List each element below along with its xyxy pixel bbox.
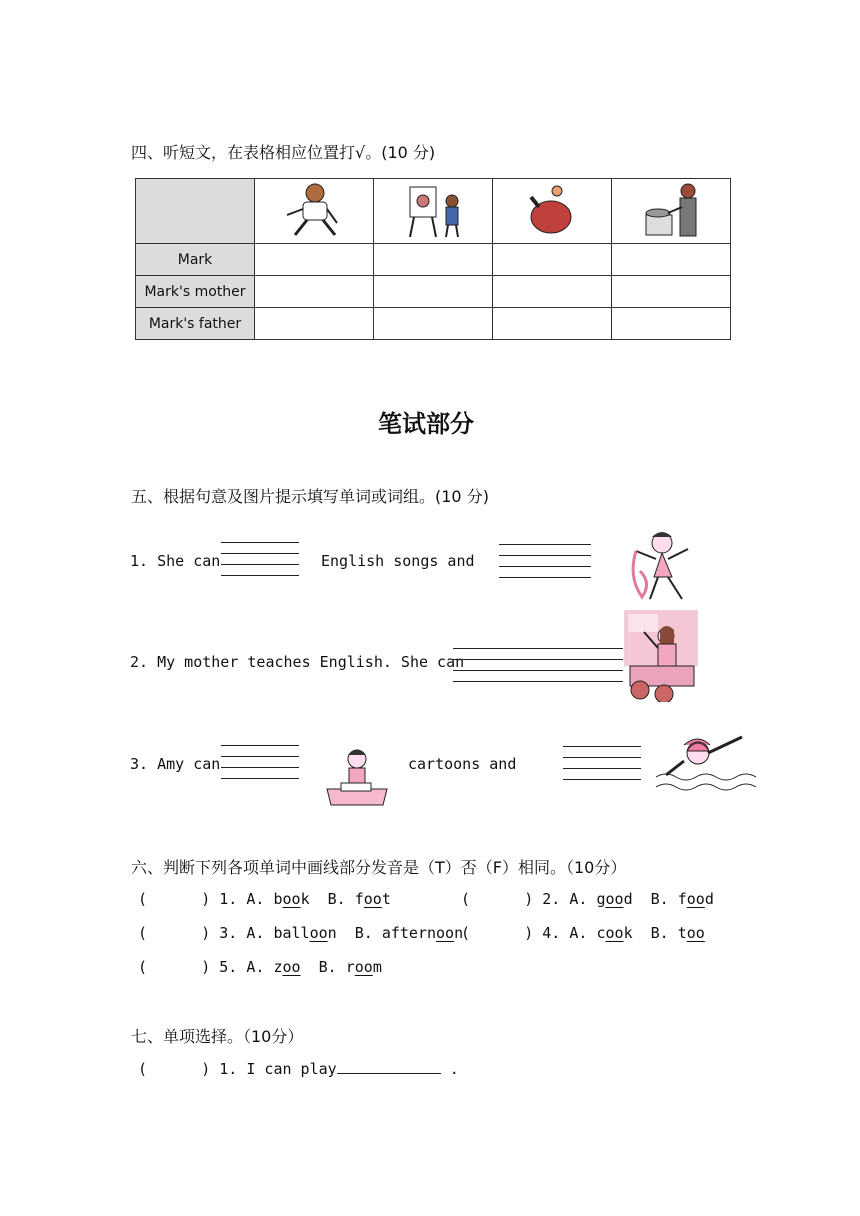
item-2: ( ) 2. A. good B. food xyxy=(461,890,714,908)
answer-cell[interactable] xyxy=(612,276,731,308)
writing-line[interactable] xyxy=(221,767,299,768)
item-3: ( ) 3. A. balloon B. afternoon xyxy=(138,924,464,942)
answer-paren[interactable]: ( ) xyxy=(461,924,534,942)
q2-prefix: 2. My mother teaches English. She can xyxy=(130,653,465,671)
q1-prefix: 1. She can xyxy=(130,552,221,570)
answer-paren[interactable]: ( ) xyxy=(138,890,211,908)
answer-cell[interactable] xyxy=(493,276,612,308)
row-label: Mark xyxy=(136,244,255,276)
answer-paren[interactable]: ( ) xyxy=(138,958,211,976)
item-5: ( ) 5. A. zoo B. room xyxy=(138,958,382,976)
writing-line xyxy=(563,779,641,780)
writing-line xyxy=(563,746,641,747)
underlined-part: oo xyxy=(282,958,301,976)
writing-line[interactable] xyxy=(499,566,591,567)
table-row xyxy=(136,276,731,308)
item-1: ( ) 1. A. book B. foot xyxy=(138,890,391,908)
table-row xyxy=(136,244,731,276)
written-part-title: 笔试部分 xyxy=(378,410,474,438)
table-row xyxy=(136,308,731,340)
picture-cooking-icon xyxy=(612,179,731,244)
writing-line xyxy=(221,542,299,543)
answer-cell[interactable] xyxy=(493,308,612,340)
answer-cell[interactable] xyxy=(612,308,731,340)
answer-cell[interactable] xyxy=(255,244,374,276)
picture-ping-pong-icon xyxy=(493,179,612,244)
underlined-part: oo xyxy=(605,924,624,942)
answer-cell[interactable] xyxy=(612,244,731,276)
dancing-girl-icon xyxy=(622,527,704,611)
writing-line xyxy=(499,577,591,578)
section7-heading: 七、单项选择。（10分） xyxy=(131,1027,304,1046)
section4-heading: 四、听短文，在表格相应位置打√。(10 分) xyxy=(131,143,436,162)
writing-line xyxy=(453,648,623,649)
underlined-part: oo xyxy=(354,958,373,976)
row-label: Mark's father xyxy=(136,308,255,340)
writing-line xyxy=(221,745,299,746)
answer-cell[interactable] xyxy=(374,308,493,340)
underlined-part: oo xyxy=(605,890,624,908)
q3-prefix: 3. Amy can xyxy=(130,755,221,773)
q3-middle: cartoons and xyxy=(408,755,517,773)
answer-cell[interactable] xyxy=(374,276,493,308)
answer-paren[interactable]: ( ) xyxy=(138,1060,211,1078)
writing-line xyxy=(563,757,641,758)
teacher-icon xyxy=(624,610,698,706)
answer-cell[interactable] xyxy=(493,244,612,276)
answer-cell[interactable] xyxy=(255,276,374,308)
underlined-part: oo xyxy=(363,890,382,908)
writing-line xyxy=(221,756,299,757)
listening-table xyxy=(135,178,731,340)
section5-heading: 五、根据句意及图片提示填写单词或词组。(10 分) xyxy=(131,487,489,506)
underlined-part: oo xyxy=(282,890,301,908)
q1-middle: English songs and xyxy=(321,552,475,570)
drawing-girl-icon xyxy=(323,745,391,811)
answer-cell[interactable] xyxy=(374,244,493,276)
item-4: ( ) 4. A. cook B. too xyxy=(461,924,705,942)
writing-line xyxy=(499,555,591,556)
answer-paren[interactable]: ( ) xyxy=(138,924,211,942)
writing-line xyxy=(453,659,623,660)
table-corner xyxy=(136,179,255,244)
writing-line xyxy=(221,778,299,779)
underlined-part: oo xyxy=(309,924,328,942)
writing-line xyxy=(221,575,299,576)
question-7-1: ( ) 1. I can play . xyxy=(138,1060,459,1078)
underlined-part: oo xyxy=(436,924,455,942)
answer-cell[interactable] xyxy=(255,308,374,340)
writing-line[interactable] xyxy=(563,768,641,769)
writing-line[interactable] xyxy=(453,670,623,671)
answer-blank[interactable] xyxy=(337,1059,441,1074)
underlined-part: oo xyxy=(686,890,705,908)
underlined-part: oo xyxy=(686,924,705,942)
writing-line xyxy=(499,544,591,545)
swimming-girl-icon xyxy=(654,731,758,803)
answer-paren[interactable]: ( ) xyxy=(461,890,534,908)
row-label: Mark's mother xyxy=(136,276,255,308)
writing-line xyxy=(221,553,299,554)
picture-painting-icon xyxy=(374,179,493,244)
picture-boy-icon xyxy=(255,179,374,244)
section6-heading: 六、判断下列各项单词中画线部分发音是（T）否（F）相同。（10分） xyxy=(131,858,627,877)
writing-line xyxy=(453,681,623,682)
writing-line[interactable] xyxy=(221,564,299,565)
